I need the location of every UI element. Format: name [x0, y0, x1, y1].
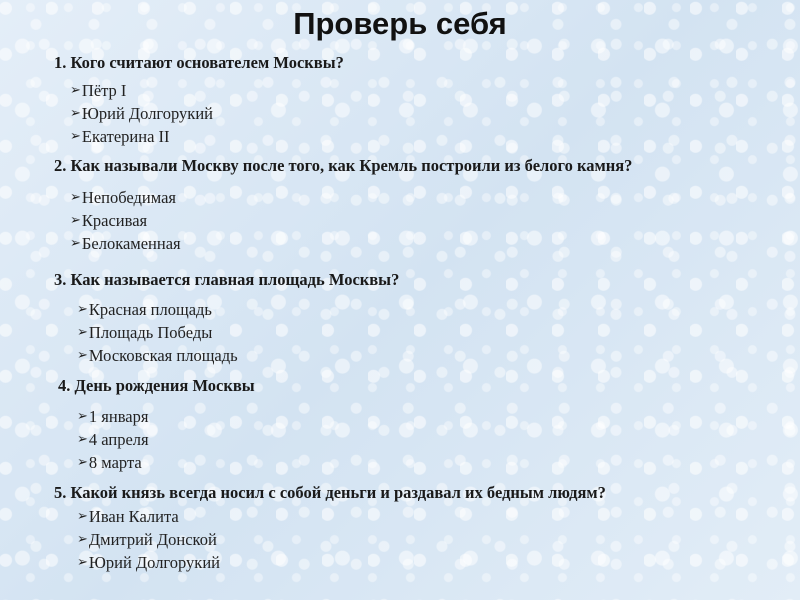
answer-list-3 — [77, 298, 238, 367]
arrow-bullet-icon: ➢ — [70, 190, 81, 205]
question-number: 2. — [54, 156, 67, 175]
answer-text: Красная площадь — [88, 300, 212, 319]
question-2 — [54, 156, 704, 176]
arrow-bullet-icon: ➢ — [70, 236, 81, 251]
answer-option[interactable] — [70, 232, 181, 255]
question-3 — [54, 270, 399, 290]
arrow-bullet-icon: ➢ — [77, 455, 88, 470]
answer-option[interactable] — [77, 344, 238, 367]
answer-text: Площадь Победы — [88, 323, 213, 342]
arrow-bullet-icon: ➢ — [77, 509, 88, 524]
answer-option[interactable] — [77, 428, 149, 451]
answer-text: Юрий Долгорукий — [88, 553, 220, 572]
question-text: Кого считают основателем Москвы? — [70, 53, 344, 72]
question-number: 5. — [54, 483, 67, 502]
arrow-bullet-icon: ➢ — [77, 348, 88, 363]
arrow-bullet-icon: ➢ — [70, 83, 81, 98]
arrow-bullet-icon: ➢ — [70, 106, 81, 121]
question-number: 4. — [58, 376, 71, 395]
question-1 — [54, 53, 344, 73]
answer-list-1 — [70, 79, 213, 148]
answer-text: 4 апреля — [88, 430, 149, 449]
answer-text: Красивая — [81, 211, 148, 230]
answer-text: Екатерина II — [81, 127, 170, 146]
answer-list-4 — [77, 405, 149, 474]
answer-option[interactable] — [77, 551, 220, 574]
answer-text: Дмитрий Донской — [88, 530, 217, 549]
arrow-bullet-icon: ➢ — [77, 302, 88, 317]
question-text: День рождения Москвы — [74, 376, 255, 395]
answer-text: 1 января — [88, 407, 149, 426]
arrow-bullet-icon: ➢ — [77, 532, 88, 547]
arrow-bullet-icon: ➢ — [77, 325, 88, 340]
answer-option[interactable] — [70, 125, 213, 148]
answer-option[interactable] — [77, 298, 238, 321]
question-number: 3. — [54, 270, 67, 289]
answer-list-5 — [77, 505, 220, 574]
question-4 — [58, 376, 255, 396]
answer-text: Иван Калита — [88, 507, 179, 526]
answer-text: 8 марта — [88, 453, 142, 472]
question-5 — [54, 483, 606, 503]
answer-text: Белокаменная — [81, 234, 181, 253]
arrow-bullet-icon: ➢ — [70, 213, 81, 228]
answer-text: Непобедимая — [81, 188, 176, 207]
arrow-bullet-icon: ➢ — [77, 409, 88, 424]
question-text: Как называли Москву после того, как Кремль построили из белого камня? — [70, 156, 633, 175]
answer-option[interactable] — [77, 451, 149, 474]
question-number: 1. — [54, 53, 67, 72]
answer-option[interactable] — [70, 209, 181, 232]
slide-title: Проверь себя — [293, 6, 507, 41]
arrow-bullet-icon: ➢ — [70, 129, 81, 144]
answer-text: Пётр I — [81, 81, 127, 100]
answer-text: Юрий Долгорукий — [81, 104, 213, 123]
answer-option[interactable] — [70, 102, 213, 125]
answer-list-2 — [70, 186, 181, 255]
answer-text: Московская площадь — [88, 346, 238, 365]
arrow-bullet-icon: ➢ — [77, 432, 88, 447]
answer-option[interactable] — [77, 321, 238, 344]
answer-option[interactable] — [77, 405, 149, 428]
answer-option[interactable] — [70, 79, 213, 102]
answer-option[interactable] — [77, 528, 220, 551]
arrow-bullet-icon: ➢ — [77, 555, 88, 570]
question-text: Как называется главная площадь Москвы? — [70, 270, 400, 289]
question-text: Какой князь всегда носил с собой деньги и раздавал их бедным людям? — [70, 483, 606, 502]
answer-option[interactable] — [77, 505, 220, 528]
answer-option[interactable] — [70, 186, 181, 209]
